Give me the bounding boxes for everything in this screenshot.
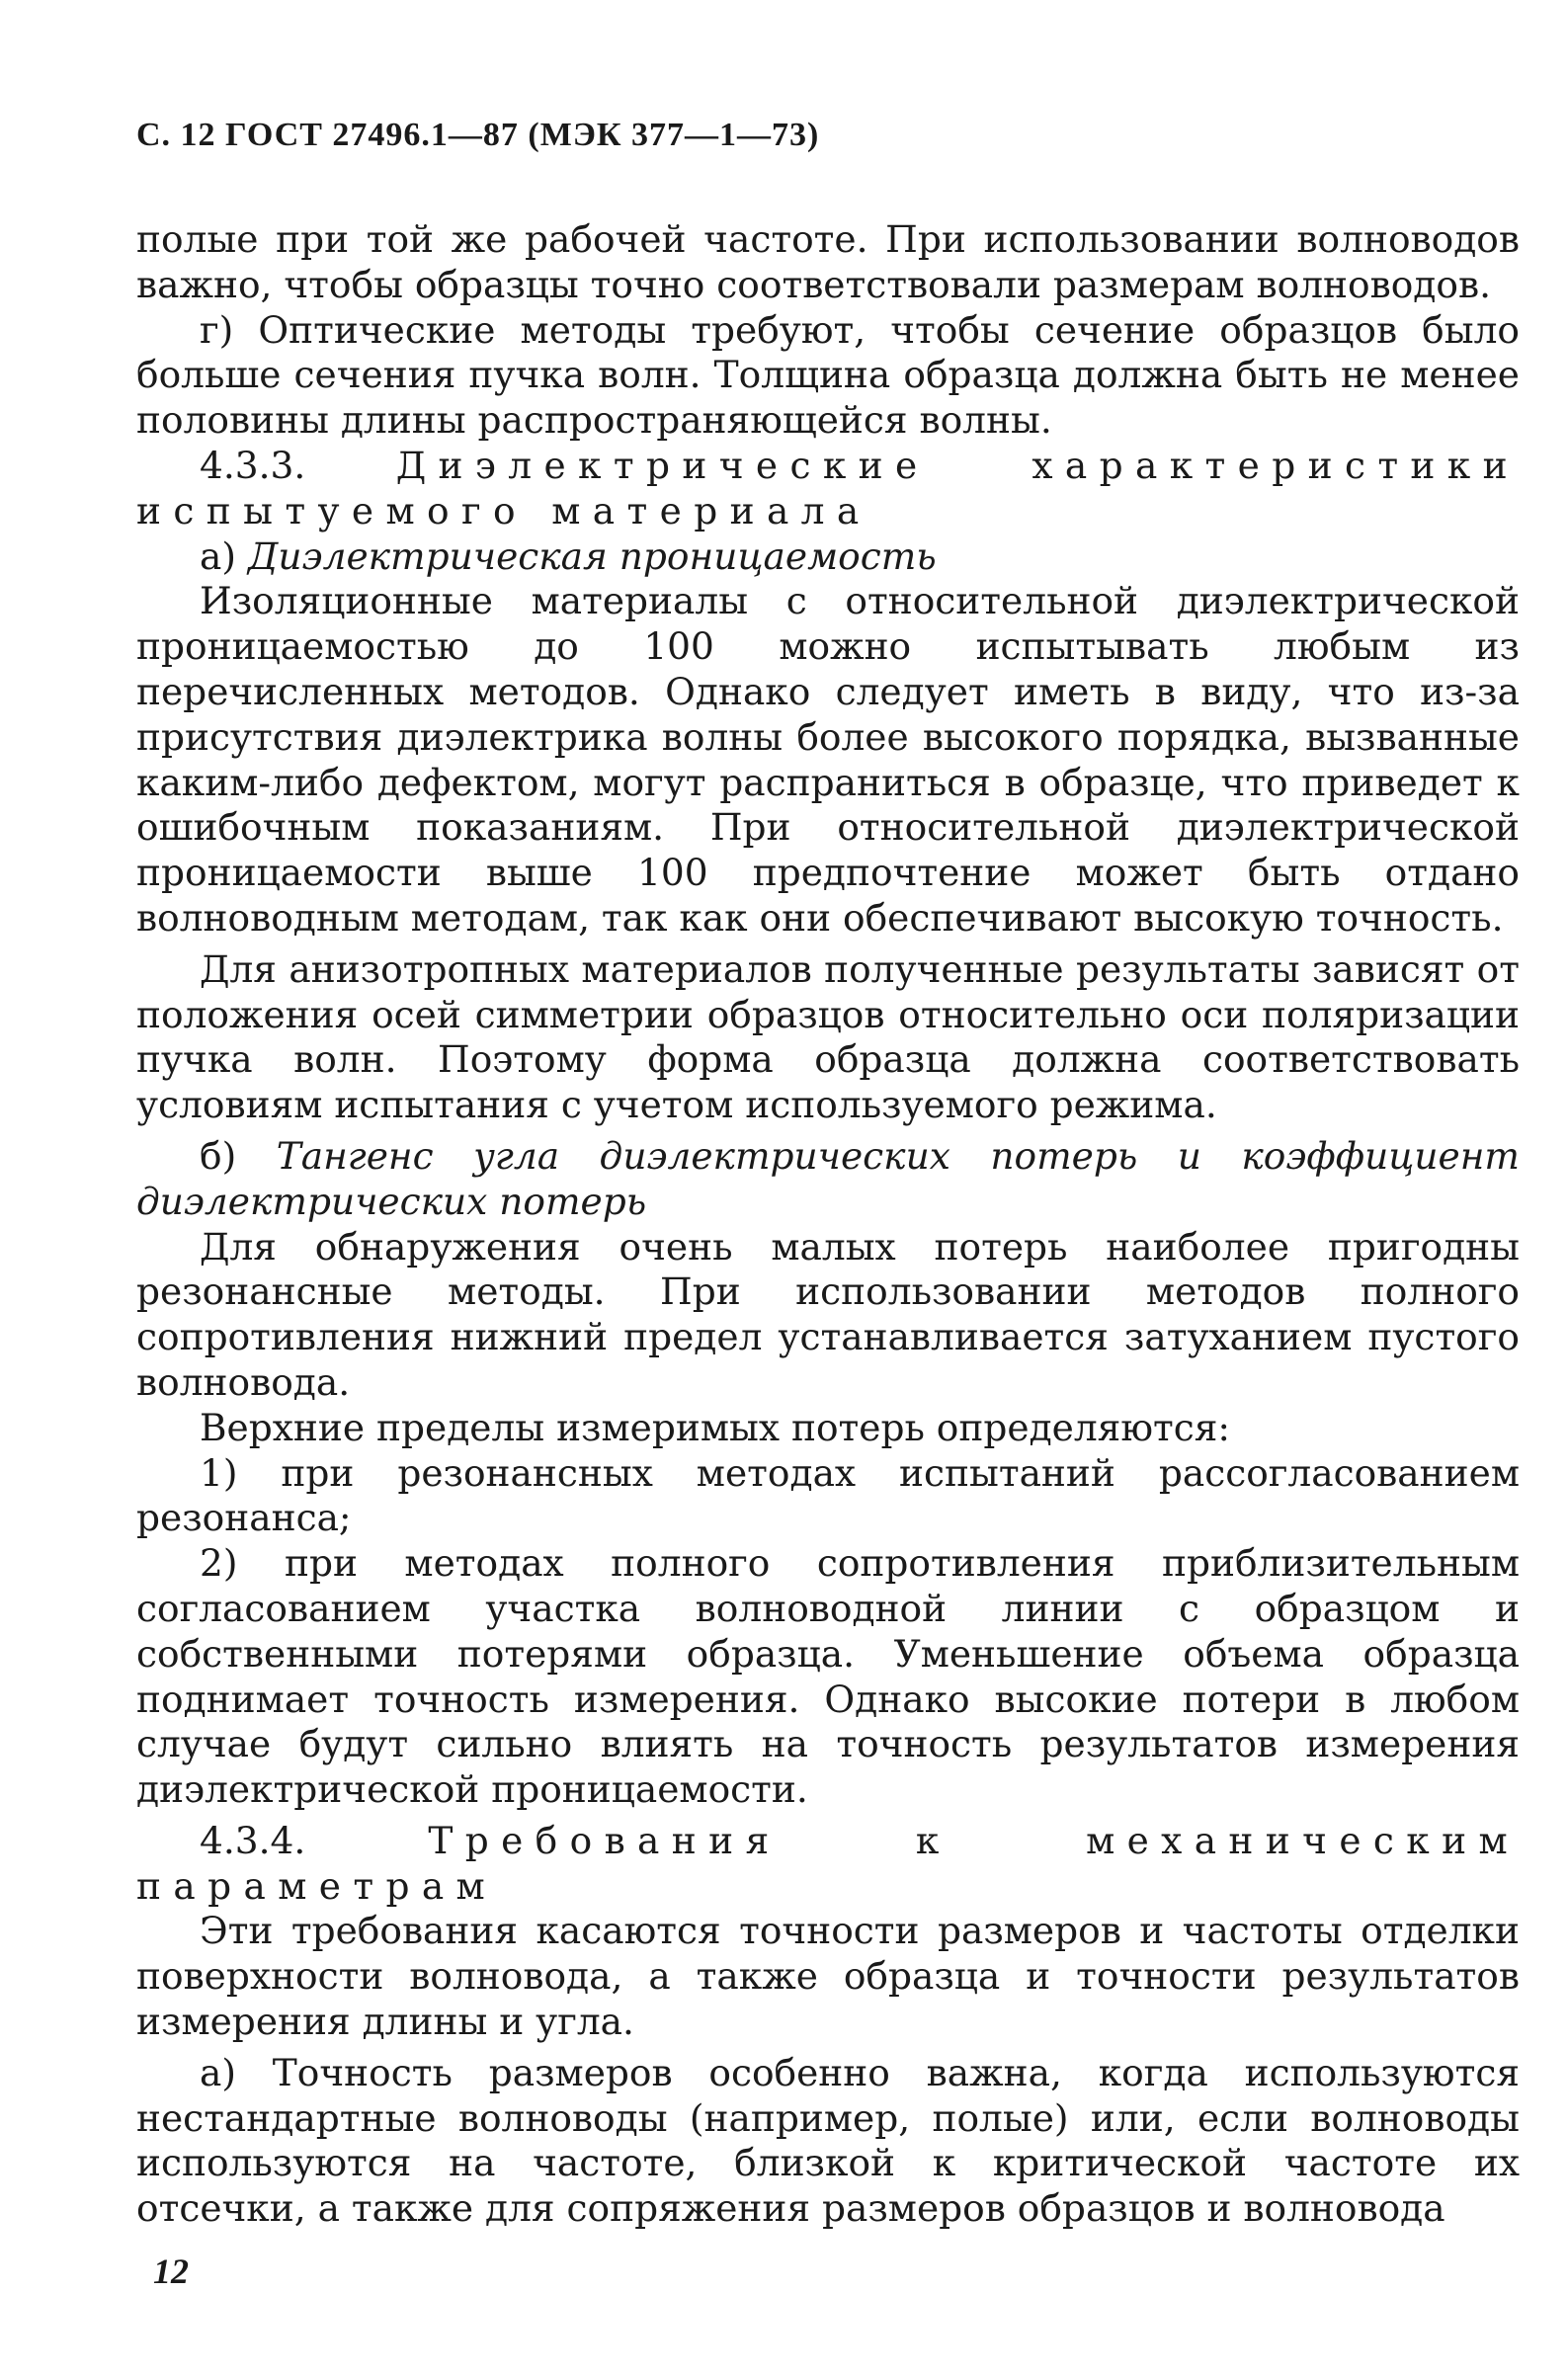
paragraph-dimension-accuracy: а) Точность размеров особенно важна, когда используются нестандартные волноводы (например, полые) или, если волноводы используются на частоте, близкой к критической частоте их отсечки, а также для сопряжения размеров образцов и волновода xyxy=(136,2050,1520,2231)
subheading-title: Тангенс угла диэлектрических потерь и коэффициент диэлектрических потерь xyxy=(136,1133,1520,1223)
page-number: 12 xyxy=(153,2252,189,2291)
section-number: 4.3.4. xyxy=(200,1818,306,1862)
running-header: С. 12 ГОСТ 27496.1—87 (МЭК 377—1—73) xyxy=(136,117,820,153)
paragraph-mechanical: Эти требования касаются точности размеров и частоты отделки поверхности волновода, а также образца и точности результатов измерения длины и угла. xyxy=(136,1909,1520,2044)
item-label: а) xyxy=(200,533,236,578)
section-title: Требования к механическим параметрам xyxy=(136,1818,1521,1908)
subheading-title: Диэлектрическая проницаемость xyxy=(247,533,937,578)
section-title: Диэлектрические характеристики испытуемого материала xyxy=(136,443,1520,532)
paragraph-optical-methods: г) Оптические методы требуют, чтобы сечение образцов было больше сечения пучка волн. Толщина образца должна быть не менее половины длины распространяющейся волны. xyxy=(136,307,1520,443)
paragraph-anisotropic: Для анизотропных материалов полученные результаты зависят от положения осей симметрии образцов относительно оси поляризации пучка волн. Поэтому форма образца должна соответствовать условиям испытания с учетом используемого режима. xyxy=(136,946,1520,1127)
body-text xyxy=(136,217,1520,2232)
paragraph-permittivity: Изоляционные материалы с относительной диэлектрической проницаемостью до 100 можно испытывать любым из перечисленных методов. Однако следует иметь в виду, что из-за присутствия диэлектрика волны более высокого порядка, вызванные каким-либо дефектом, могут распраниться в образце, что приведет к ошибочным показаниям. При относительной диэлектрической проницаемости выше 100 предпочтение может быть отдано волноводным методам, так как они обеспечивают высокую точность. xyxy=(136,579,1520,940)
paragraph-small-losses: Для обнаружения очень малых потерь наиболее пригодны резонансные методы. При использовании методов полного сопротивления нижний предел устанавливается затуханием пустого волновода. xyxy=(136,1224,1520,1404)
section-heading-4-3-3 xyxy=(136,444,1520,534)
subheading-loss-tangent xyxy=(136,1134,1520,1225)
item-label: б) xyxy=(200,1133,237,1178)
list-item-2: 2) при методах полного сопротивления приблизительным согласованием участка волноводной линии с образцом и собственными потерями образца. Уменьшение объема образца поднимает точность измерения. Однако высокие потери в любом случае будут сильно влиять на точность результатов измерения диэлектрической проницаемости. xyxy=(136,1541,1520,1812)
subheading-permittivity xyxy=(136,534,1520,580)
section-heading-4-3-4 xyxy=(136,1819,1520,1910)
section-number: 4.3.3. xyxy=(200,443,306,487)
paragraph-continuation: полые при той же рабочей частоте. При использовании волноводов важно, чтобы образцы точно соответствовали размерам волноводов. xyxy=(136,217,1520,306)
paragraph-upper-limits: Верхние пределы измеримых потерь определяются: xyxy=(200,1405,1231,1449)
list-item-1: 1) при резонансных методах испытаний рассогласованием резонанса; xyxy=(136,1450,1520,1540)
